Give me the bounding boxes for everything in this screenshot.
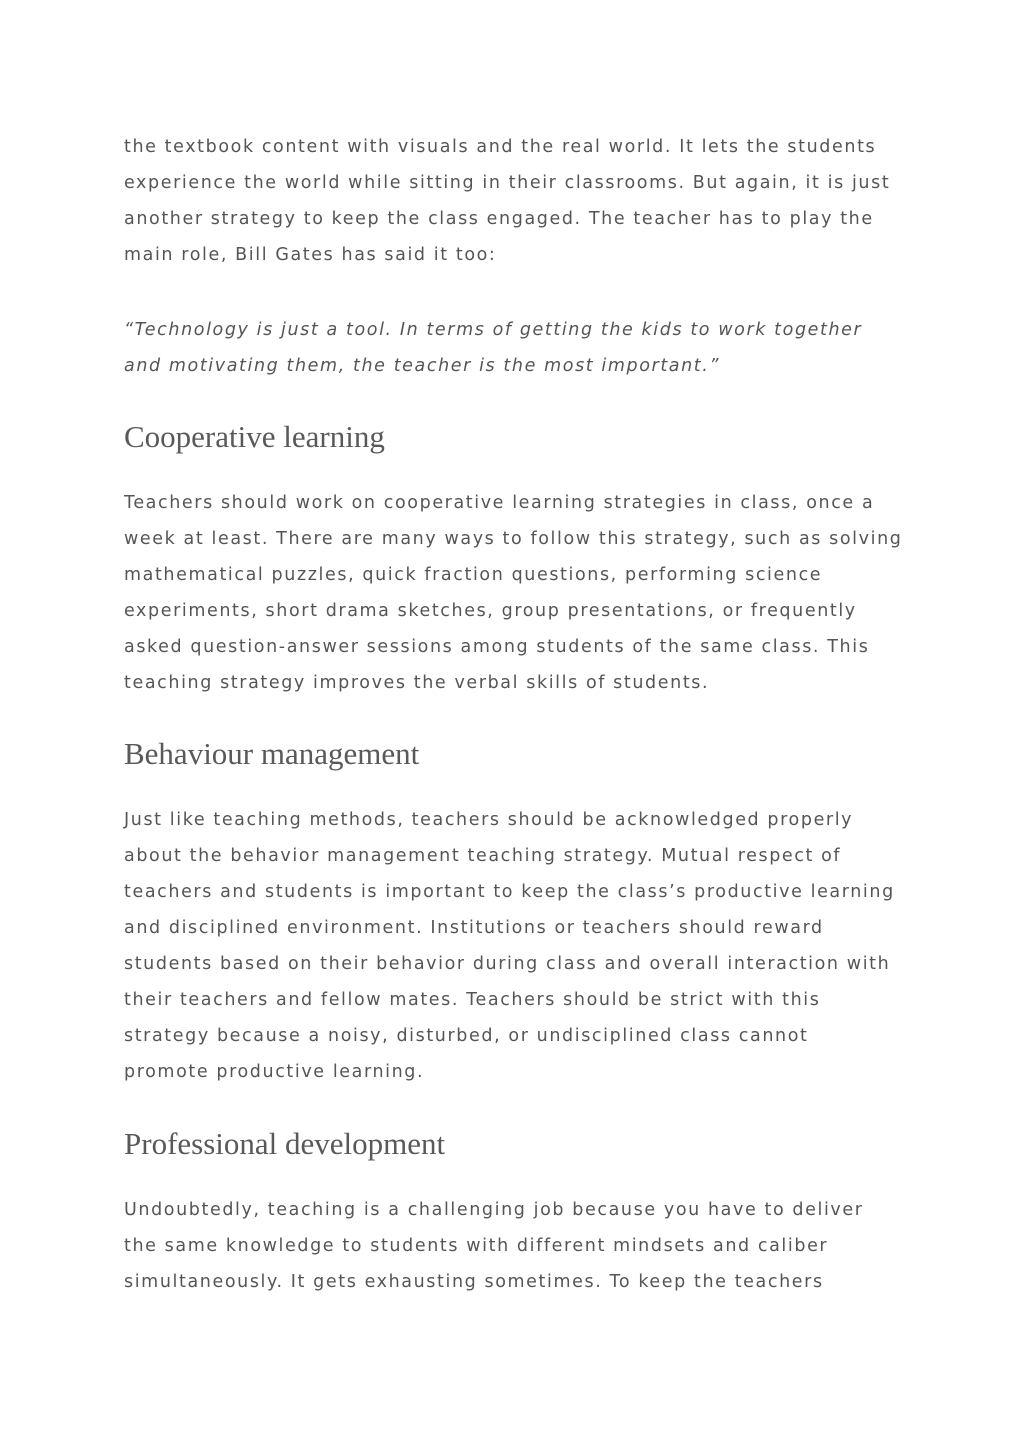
paragraph-line: simultaneously. It gets exhausting sometimes. To keep the teachers: [124, 1272, 824, 1292]
paragraph-line: strategy because a noisy, disturbed, or undisciplined class cannot: [124, 1026, 809, 1046]
section-heading-behaviour-management: Behaviour management: [124, 736, 420, 771]
paragraph-line: promote productive learning.: [124, 1062, 425, 1082]
professional-development-paragraph: [124, 1192, 904, 1300]
paragraph-line: the same knowledge to students with different mindsets and caliber: [124, 1236, 829, 1256]
cooperative-learning-paragraph: [124, 485, 904, 701]
quote-line: and motivating them, the teacher is the most important.”: [124, 356, 721, 376]
paragraph-line: teaching strategy improves the verbal skills of students.: [124, 673, 710, 693]
section-heading-cooperative-learning: Cooperative learning: [124, 419, 385, 454]
paragraph-line: and disciplined environment. Institutions or teachers should reward: [124, 918, 824, 938]
paragraph-line: mathematical puzzles, quick fraction questions, performing science: [124, 565, 823, 585]
paragraph-line: teachers and students is important to keep the class’s productive learning: [124, 882, 895, 902]
paragraph-line: experiments, short drama sketches, group presentations, or frequently: [124, 601, 857, 621]
paragraph-line: Undoubtedly, teaching is a challenging job because you have to deliver: [124, 1200, 864, 1220]
section-heading-professional-development: Professional development: [124, 1126, 446, 1161]
paragraph-line: students based on their behavior during class and overall interaction with: [124, 954, 891, 974]
intro-paragraph: [124, 129, 904, 273]
bill-gates-quote: [124, 312, 904, 384]
paragraph-line: another strategy to keep the class engaged. The teacher has to play the: [124, 209, 874, 229]
paragraph-line: Just like teaching methods, teachers should be acknowledged properly: [124, 810, 854, 830]
behaviour-management-paragraph: [124, 802, 904, 1090]
paragraph-line: experience the world while sitting in their classrooms. But again, it is just: [124, 173, 891, 193]
paragraph-line: their teachers and fellow mates. Teachers should be strict with this: [124, 990, 821, 1010]
paragraph-line: Teachers should work on cooperative learning strategies in class, once a: [124, 493, 875, 513]
quote-line: “Technology is just a tool. In terms of getting the kids to work together: [124, 320, 863, 340]
paragraph-line: the textbook content with visuals and the real world. It lets the students: [124, 137, 877, 157]
paragraph-line: week at least. There are many ways to follow this strategy, such as solving: [124, 529, 903, 549]
paragraph-line: asked question-answer sessions among students of the same class. This: [124, 637, 870, 657]
paragraph-line: about the behavior management teaching strategy. Mutual respect of: [124, 846, 842, 866]
paragraph-line: main role, Bill Gates has said it too:: [124, 245, 497, 265]
